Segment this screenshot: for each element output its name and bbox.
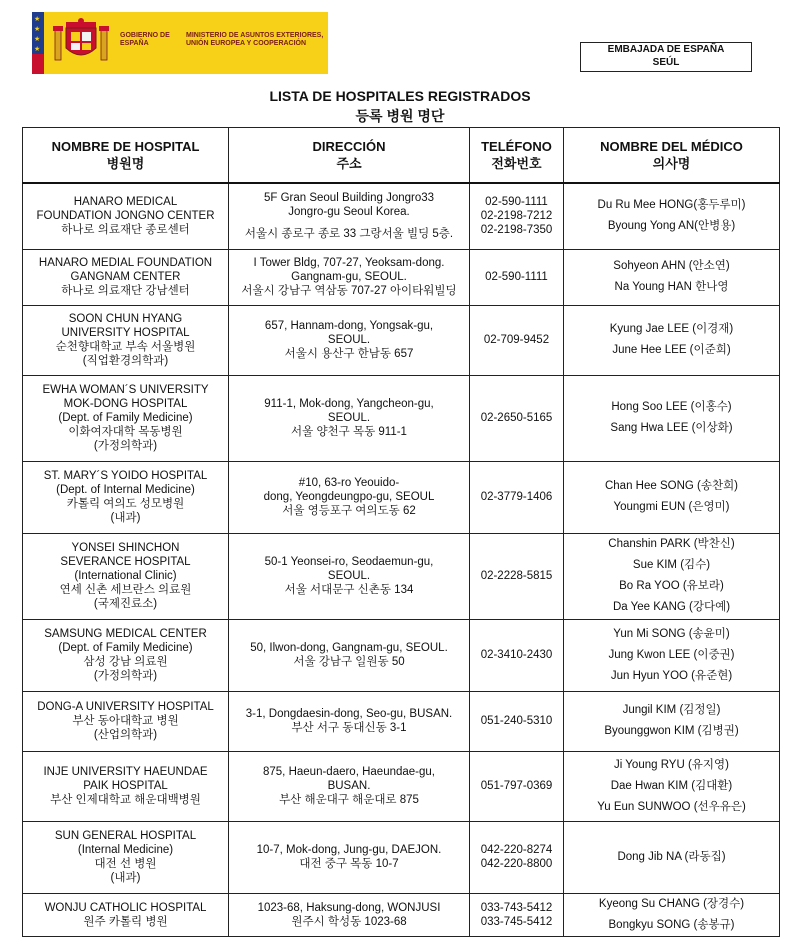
doctor-cell-line: Kyeong Su CHANG (장경수) bbox=[598, 897, 745, 910]
phone-cell-line: 02-2650-5165 bbox=[480, 412, 553, 424]
address-cell-line: 원주시 학성동 1023-68 bbox=[291, 915, 407, 928]
doctor-cell-line: Ji Young RYU (유지영) bbox=[614, 758, 729, 771]
hospital-name-cell-line: HANARO MEDIAL FOUNDATION bbox=[38, 257, 213, 269]
doctor-cell bbox=[564, 893, 780, 936]
hospital-table bbox=[22, 127, 780, 937]
address-cell bbox=[229, 533, 470, 619]
hospital-name-cell-line: (가정의학과) bbox=[93, 670, 158, 682]
address-cell bbox=[229, 691, 470, 751]
hospital-name-cell-line: FOUNDATION JONGNO CENTER bbox=[36, 210, 215, 223]
ministerio-label: MINISTERIO DE ASUNTOS EXTERIORES, UNIÓN EUROPEA Y COOPERACIÓN bbox=[186, 32, 324, 47]
address-cell-line: 서울시 강남구 역삼동 707-27 아이타워빌딩 bbox=[241, 285, 457, 297]
hospital-name-cell-line: 부산 동아대학교 병원 bbox=[72, 715, 179, 727]
phone-cell bbox=[470, 893, 564, 936]
phone-cell bbox=[470, 691, 564, 751]
embassy-box bbox=[580, 42, 752, 72]
address-cell-line: 서울 서대문구 신촌동 134 bbox=[284, 584, 414, 596]
address-cell bbox=[229, 249, 470, 305]
hospital-name-cell-line: (국제진료소) bbox=[93, 598, 158, 610]
hospital-name-cell bbox=[23, 533, 229, 619]
coat-of-arms-icon bbox=[52, 18, 110, 68]
address-cell-line: 50-1 Yeonsei-ro, Seodaemun-gu, bbox=[264, 556, 434, 568]
table-row bbox=[23, 821, 780, 893]
address-cell-line: 10-7, Mok-dong, Jung-gu, DAEJON. bbox=[256, 844, 442, 856]
address-cell-line: SEOUL. bbox=[327, 412, 371, 424]
address-cell bbox=[229, 461, 470, 533]
hospital-name-cell-line: INJE UNIVERSITY HAEUNDAE bbox=[43, 766, 208, 778]
doctor-cell-line: Jun Hyun YOO (유준현) bbox=[610, 669, 733, 682]
address-cell-line bbox=[232, 219, 466, 227]
doctor-cell-line: Yu Eun SUNWOO (선우유은) bbox=[597, 800, 746, 813]
doctor-cell-line: Chan Hee SONG (송찬희) bbox=[604, 480, 739, 492]
doctor-cell-line: Bo Ra YOO (유보라) bbox=[619, 580, 724, 592]
address-cell-line: 부산 해운대구 해운대로 875 bbox=[279, 794, 419, 806]
phone-cell bbox=[470, 375, 564, 461]
hospital-name-cell-line: SEVERANCE HOSPITAL bbox=[60, 556, 191, 568]
hospital-name-cell-line: (Internal Medicine) bbox=[77, 844, 174, 856]
hospital-name-cell bbox=[23, 249, 229, 305]
doctor-cell bbox=[564, 305, 780, 375]
table-row bbox=[23, 461, 780, 533]
government-logo bbox=[32, 12, 328, 74]
phone-cell-line: 033-745-5412 bbox=[480, 915, 553, 928]
address-cell bbox=[229, 751, 470, 821]
address-cell-line: Jongro-gu Seoul Korea. bbox=[288, 206, 410, 219]
table-header-row bbox=[23, 128, 780, 184]
hospital-name-cell-line: WONJU CATHOLIC HOSPITAL bbox=[44, 901, 207, 914]
address-cell-line: SEOUL. bbox=[327, 570, 371, 582]
hospital-name-cell-line: SUN GENERAL HOSPITAL bbox=[54, 830, 197, 842]
doctor-cell-line: Chanshin PARK (박찬신) bbox=[608, 538, 735, 550]
address-cell-line: 50, Ilwon-dong, Gangnam-gu, SEOUL. bbox=[250, 642, 448, 654]
address-cell-line: 657, Hannam-dong, Yongsak-gu, bbox=[264, 320, 434, 332]
address-cell-line: 5F Gran Seoul Building Jongro33 bbox=[263, 192, 435, 205]
address-cell bbox=[229, 619, 470, 691]
address-cell-line: 부산 서구 동대신동 3-1 bbox=[291, 722, 407, 734]
address-cell-line: 대전 중구 목동 10-7 bbox=[299, 858, 399, 870]
phone-cell bbox=[470, 751, 564, 821]
table-row bbox=[23, 893, 780, 936]
phone-cell bbox=[470, 305, 564, 375]
hospital-name-cell-line: (Dept. of Family Medicine) bbox=[58, 412, 193, 424]
phone-cell bbox=[470, 183, 564, 249]
hospital-name-cell-line: SOON CHUN HYANG bbox=[68, 313, 183, 325]
hospital-name-cell-line: 순천향대학교 부속 서울병원 bbox=[55, 341, 196, 353]
hospital-name-cell-line: 하나로 의료재단 종로센터 bbox=[61, 224, 190, 237]
hospital-name-cell-line: UNIVERSITY HOSPITAL bbox=[61, 327, 190, 339]
doctor-cell bbox=[564, 533, 780, 619]
phone-cell-line: 02-709-9452 bbox=[483, 334, 550, 346]
hospital-name-cell-line: 원주 카톨릭 병원 bbox=[83, 915, 168, 928]
doctor-cell-line: Na Young HAN 한나영 bbox=[614, 281, 729, 293]
phone-cell-line: 02-3410-2430 bbox=[480, 649, 553, 661]
doctor-cell bbox=[564, 183, 780, 249]
gobierno-label: GOBIERNO DE ESPAÑA bbox=[120, 32, 170, 47]
doctor-cell-line: Jung Kwon LEE (이중권) bbox=[608, 648, 735, 661]
letterhead bbox=[0, 0, 800, 80]
table-row bbox=[23, 691, 780, 751]
address-cell bbox=[229, 305, 470, 375]
column-header-doctor: NOMBRE DEL MÉDICO 의사명 bbox=[564, 128, 780, 184]
address-cell-line: 서울 영등포구 여의도동 62 bbox=[282, 505, 416, 517]
hospital-name-cell-line: YONSEI SHINCHON bbox=[71, 542, 180, 554]
phone-cell-line: 02-590-1111 bbox=[485, 196, 548, 209]
address-cell-line: 서울 강남구 일원동 50 bbox=[293, 656, 405, 668]
address-cell-line: BUSAN. bbox=[327, 780, 371, 792]
hospital-name-cell-line: 부산 인제대학교 해운대백병원 bbox=[50, 794, 201, 806]
doctor-cell-line: Sang Hwa LEE (이상화) bbox=[610, 422, 733, 434]
doctor-cell bbox=[564, 375, 780, 461]
hospital-name-cell bbox=[23, 619, 229, 691]
table-row bbox=[23, 751, 780, 821]
table-row bbox=[23, 619, 780, 691]
hospital-name-cell-line: (내과) bbox=[110, 512, 141, 524]
hospital-name-cell-line: GANGNAM CENTER bbox=[70, 271, 181, 283]
doctor-cell-line: Dae Hwan KIM (김대환) bbox=[610, 779, 733, 792]
doctor-cell bbox=[564, 821, 780, 893]
hospital-name-cell-line: ST. MARY´S YOIDO HOSPITAL bbox=[43, 470, 208, 482]
doctor-cell-line: Yun Mi SONG (송윤미) bbox=[613, 627, 730, 640]
table-body bbox=[23, 183, 780, 936]
phone-cell-line: 02-3779-1406 bbox=[480, 491, 553, 503]
hospital-name-cell-line: 하나로 의료재단 강남센터 bbox=[61, 285, 190, 297]
doctor-cell bbox=[564, 249, 780, 305]
address-cell-line: 911-1, Mok-dong, Yangcheon-gu, bbox=[264, 398, 434, 410]
table-row bbox=[23, 305, 780, 375]
address-cell bbox=[229, 375, 470, 461]
phone-cell-line: 02-2228-5815 bbox=[480, 570, 553, 582]
doctor-cell-line: Sohyeon AHN (안소연) bbox=[613, 260, 730, 272]
hospital-name-cell-line: PAIK HOSPITAL bbox=[83, 780, 168, 792]
doctor-cell-line: Dong Jib NA (라동집) bbox=[617, 850, 726, 863]
phone-cell bbox=[470, 821, 564, 893]
hospital-name-cell-line: MOK-DONG HOSPITAL bbox=[63, 398, 188, 410]
hospital-name-cell-line: HANARO MEDICAL bbox=[73, 196, 178, 209]
address-cell-line: 3-1, Dongdaesin-dong, Seo-gu, BUSAN. bbox=[245, 708, 453, 720]
phone-cell-line: 02-2198-7350 bbox=[480, 224, 553, 237]
phone-cell-line: 042-220-8274 bbox=[480, 844, 553, 856]
address-cell bbox=[229, 893, 470, 936]
hospital-name-cell-line: (직업환경의학과) bbox=[82, 355, 169, 367]
doctor-cell bbox=[564, 691, 780, 751]
doctor-cell-line: Du Ru Mee HONG(홍두루미) bbox=[597, 199, 746, 212]
phone-cell-line: 02-2198-7212 bbox=[480, 210, 553, 223]
doctor-cell bbox=[564, 751, 780, 821]
address-cell-line: Gangnam-gu, SEOUL. bbox=[291, 271, 407, 283]
hospital-name-cell bbox=[23, 893, 229, 936]
hospital-name-cell bbox=[23, 691, 229, 751]
phone-cell-line: 02-590-1111 bbox=[485, 271, 548, 283]
doctor-cell-line: Byounggwon KIM (김병권) bbox=[604, 725, 739, 737]
phone-cell-line: 042-220-8800 bbox=[480, 858, 553, 870]
phone-cell bbox=[470, 619, 564, 691]
hospital-name-cell-line: 대전 선 병원 bbox=[94, 858, 157, 870]
phone-cell bbox=[470, 533, 564, 619]
hospital-name-cell-line: 연세 신촌 세브란스 의료원 bbox=[59, 584, 192, 596]
table-row bbox=[23, 183, 780, 249]
doctor-cell-line: Jungil KIM (김정일) bbox=[622, 704, 721, 716]
address-cell-line: 서울 양천구 목동 911-1 bbox=[291, 426, 407, 438]
address-cell-line: I Tower Bldg, 707-27, Yeoksam-dong. bbox=[253, 257, 445, 269]
page-title-korean: 등록 병원 명단 bbox=[355, 108, 445, 124]
phone-cell bbox=[470, 461, 564, 533]
hospital-name-cell-line: DONG-A UNIVERSITY HOSPITAL bbox=[37, 701, 214, 713]
table-row bbox=[23, 533, 780, 619]
doctor-cell-line: Kyung Jae LEE (이경재) bbox=[609, 323, 734, 335]
eu-flag-icon: ★ ★ ★ ★ bbox=[32, 12, 44, 74]
address-cell-line: SEOUL. bbox=[327, 334, 371, 346]
hospital-name-cell-line: EWHA WOMAN´S UNIVERSITY bbox=[42, 384, 209, 396]
hospital-name-cell bbox=[23, 821, 229, 893]
hospital-name-cell-line: 삼성 강남 의료원 bbox=[83, 656, 168, 668]
address-cell-line: 서울시 용산구 한남동 657 bbox=[284, 348, 414, 360]
column-header-hospital: NOMBRE DE HOSPITAL 병원명 bbox=[23, 128, 229, 184]
hospital-name-cell-line: (산업의학과) bbox=[93, 729, 158, 741]
table-row bbox=[23, 249, 780, 305]
page-title: LISTA DE HOSPITALES REGISTRADOS bbox=[269, 88, 531, 104]
phone-cell-line: 051-240-5310 bbox=[480, 715, 553, 727]
address-cell bbox=[229, 183, 470, 249]
doctor-cell-line: Bongkyu SONG (송봉규) bbox=[608, 918, 735, 931]
hospital-name-cell-line: (가정의학과) bbox=[93, 440, 158, 452]
phone-cell-line: 051-797-0369 bbox=[480, 780, 553, 792]
hospital-name-cell-line: 이화여자대학 목동병원 bbox=[68, 426, 183, 438]
hospital-name-cell-line: (International Clinic) bbox=[74, 570, 177, 582]
embassy-line-2: SEÚL bbox=[652, 57, 680, 68]
doctor-cell-line: Youngmi EUN (은영미) bbox=[613, 501, 730, 513]
doctor-cell bbox=[564, 619, 780, 691]
doctor-cell bbox=[564, 461, 780, 533]
hospital-name-cell bbox=[23, 461, 229, 533]
hospital-name-cell-line: SAMSUNG MEDICAL CENTER bbox=[44, 628, 207, 640]
doctor-cell-line: Byoung Yong AN(안병용) bbox=[607, 220, 736, 233]
address-cell-line: 서울시 종로구 종로 33 그랑서울 빌딩 5층. bbox=[244, 228, 454, 241]
doctor-cell-line: Sue KIM (김수) bbox=[632, 559, 711, 571]
doctor-cell-line: Da Yee KANG (강다예) bbox=[612, 601, 731, 613]
table-row bbox=[23, 375, 780, 461]
address-cell-line: #10, 63-ro Yeouido- bbox=[298, 477, 400, 489]
phone-cell bbox=[470, 249, 564, 305]
embassy-line-1: EMBAJADA DE ESPAÑA bbox=[607, 44, 725, 55]
address-cell-line: dong, Yeongdeungpo-gu, SEOUL bbox=[263, 491, 435, 503]
hospital-name-cell bbox=[23, 375, 229, 461]
hospital-name-cell-line: (내과) bbox=[110, 872, 141, 884]
hospital-name-cell-line: (Dept. of Internal Medicine) bbox=[56, 484, 195, 496]
doctor-cell-line: Hong Soo LEE (이홍수) bbox=[611, 401, 732, 413]
hospital-name-cell-line: (Dept. of Family Medicine) bbox=[58, 642, 193, 654]
doctor-cell-line: June Hee LEE (이준희) bbox=[612, 344, 731, 356]
hospital-name-cell bbox=[23, 751, 229, 821]
address-cell-line: 875, Haeun-daero, Haeundae-gu, bbox=[263, 766, 435, 778]
column-header-phone: TELÉFONO 전화번호 bbox=[470, 128, 564, 184]
column-header-address: DIRECCIÓN 주소 bbox=[229, 128, 470, 184]
hospital-name-cell bbox=[23, 183, 229, 249]
address-cell-line: 1023-68, Haksung-dong, WONJUSI bbox=[257, 901, 441, 914]
address-cell bbox=[229, 821, 470, 893]
hospital-name-cell bbox=[23, 305, 229, 375]
hospital-name-cell-line: 카톨릭 여의도 성모병원 bbox=[66, 498, 185, 510]
phone-cell-line: 033-743-5412 bbox=[480, 901, 553, 914]
